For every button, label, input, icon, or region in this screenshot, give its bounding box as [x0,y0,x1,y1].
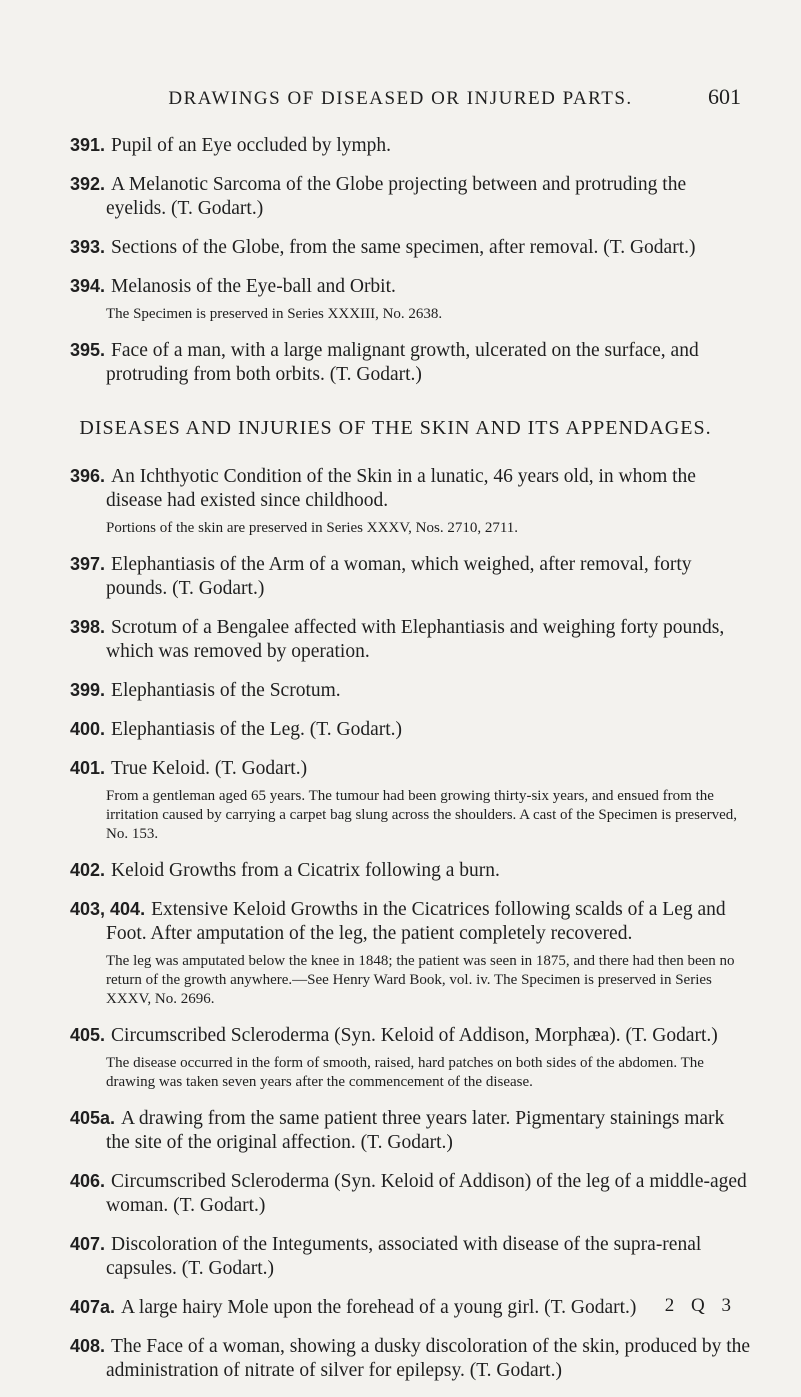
entry-number: 407. [70,1234,106,1254]
catalogue-entry [70,1232,751,1281]
entry-text: Sections of the Globe, from the same specimen, after removal. (T. Godart.) [111,237,696,258]
entry-note: The leg was amputated below the knee in 1848; the patient was seen in 1875, and there had then been no return of the growth anywhere.—See Henry Ward Book, vol. iv. The Specimen is preserved in Series XXXV, No. 2696. [106,953,735,1007]
entry-number: 405. [70,1025,106,1045]
catalogue-entry [70,1169,751,1218]
catalogue-entry [70,1334,751,1383]
entry-text: Face of a man, with a large malignant growth, ulcerated on the surface, and protruding from both orbits. (T. Godart.) [106,340,699,385]
entry-text: A drawing from the same patient three years later. Pigmentary stainings mark the site of the original affection. (T. Godart.) [106,1108,725,1153]
entry-number: 394. [70,276,106,296]
entry-text: Melanosis of the Eye-ball and Orbit. [111,276,396,297]
catalogue-entry [70,615,751,664]
entry-number: 401. [70,758,106,778]
entry-text: Circumscribed Scleroderma (Syn. Keloid of Addison) of the leg of a middle-aged woman. (T. Godart.) [106,1171,747,1216]
entry-note: The disease occurred in the form of smooth, raised, hard patches on both sides of the abdomen. The drawing was taken seven years after the commencement of the disease. [106,1055,704,1090]
entry-number: 403, 404. [70,899,146,919]
entry-text: Elephantiasis of the Scrotum. [111,680,341,701]
catalogue-entry [70,172,751,221]
section-heading: DISEASES AND INJURIES OF THE SKIN AND ITS APPENDAGES. [79,417,712,439]
entry-text: An Ichthyotic Condition of the Skin in a lunatic, 46 years old, in whom the disease had existed since childhood. [106,466,696,511]
entry-text: The Face of a woman, showing a dusky discoloration of the skin, produced by the administration of nitrate of silver for epilepsy. (T. Godart.) [106,1336,751,1381]
entry-number: 393. [70,237,106,257]
entry-text: A large hairy Mole upon the forehead of a young girl. (T. Godart.) [121,1297,637,1318]
catalogue-entry [70,717,751,742]
entry-list-skin [70,464,751,1383]
catalogue-entry [70,274,751,299]
entry-number: 407a. [70,1297,116,1317]
entry-text: Elephantiasis of the Arm of a woman, which weighed, after removal, forty pounds. (T. Godart.) [106,554,692,599]
entry-text: Pupil of an Eye occluded by lymph. [111,135,392,156]
entry-number: 397. [70,554,106,574]
catalogue-entry [70,464,751,513]
entry-text: Keloid Growths from a Cicatrix following a burn. [111,860,500,881]
catalogue-entry [70,858,751,883]
catalogue-entry [70,756,751,781]
page-number: 601 [708,84,741,109]
catalogue-entry [70,897,751,946]
catalogue-entry [70,235,751,260]
entry-text: Elephantiasis of the Leg. (T. Godart.) [111,719,403,740]
entry-note: Portions of the skin are preserved in Series XXXV, Nos. 2710, 2711. [106,520,519,536]
entry-number: 405a. [70,1108,116,1128]
entry-number: 395. [70,340,106,360]
entry-number: 406. [70,1171,106,1191]
entry-number: 399. [70,680,106,700]
entry-text: Circumscribed Scleroderma (Syn. Keloid of Addison, Morphæa). (T. Godart.) [111,1025,718,1046]
entry-number: 391. [70,135,106,155]
catalogue-entry [70,338,751,387]
entry-text: A Melanotic Sarcoma of the Globe projecting between and protruding the eyelids. (T. Godart.) [106,174,687,219]
entry-text: True Keloid. (T. Godart.) [111,758,308,779]
entry-text: Extensive Keloid Growths in the Cicatrices following scalds of a Leg and Foot. After amputation of the leg, the patient completely recovered. [106,899,726,944]
entry-number: 392. [70,174,106,194]
running-title: DRAWINGS OF DISEASED OR INJURED PARTS. [168,88,633,109]
entry-list-eye [70,133,751,387]
catalogue-entry [70,678,751,703]
entry-number: 408. [70,1336,106,1356]
catalogue-entry [70,1023,751,1048]
catalogue-entry [70,1295,751,1320]
entry-note: From a gentleman aged 65 years. The tumour had been growing thirty-six years, and ensued from the irritation caused by carrying a carpet bag slung across the shoulders. A cast of the Specimen is preserved, No. 153. [106,788,738,842]
entry-note: The Specimen is preserved in Series XXXIII, No. 2638. [106,306,443,322]
catalogue-entry [70,552,751,601]
catalogue-entry [70,1106,751,1155]
entry-number: 400. [70,719,106,739]
catalogue-entry [70,133,751,158]
signature-mark: 2 Q 3 [664,1295,737,1316]
entry-number: 398. [70,617,106,637]
entry-number: 402. [70,860,106,880]
entry-text: Discoloration of the Integuments, associated with disease of the supra-renal capsules. (T. Godart.) [106,1234,702,1279]
entry-number: 396. [70,466,106,486]
page-content [70,133,751,1397]
entry-text: Scrotum of a Bengalee affected with Elephantiasis and weighing forty pounds, which was removed by operation. [106,617,725,662]
